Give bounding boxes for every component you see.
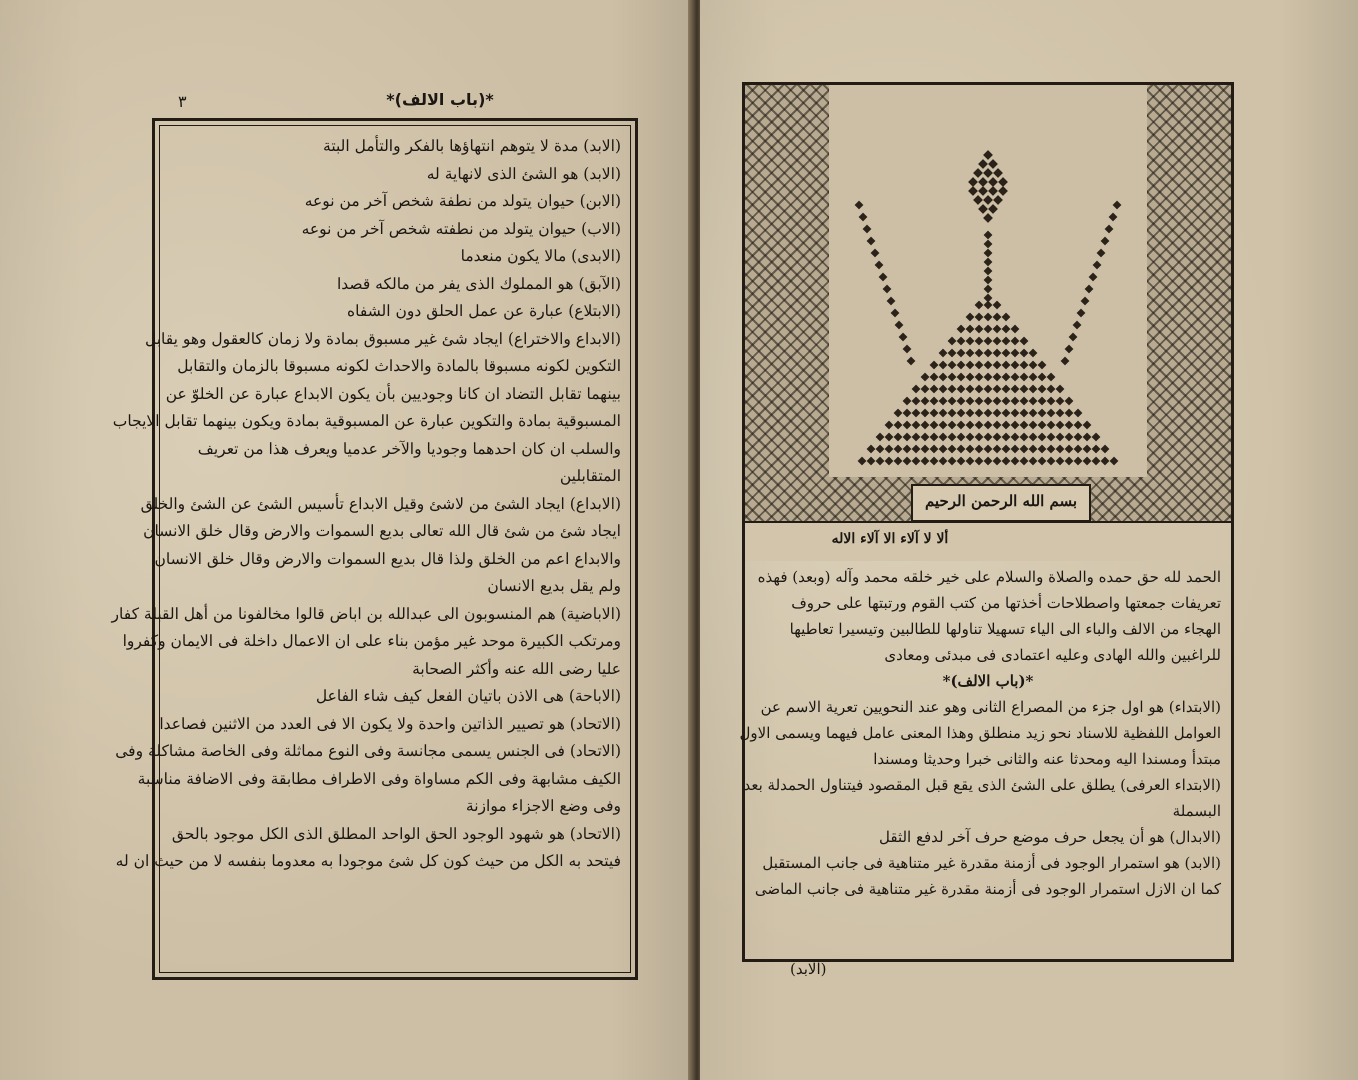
text-line: (الابداع والاختراع) ايجاد شئ غير مسبوق بمادة ولا زمان كالعقول وهو يقابل [144,329,621,348]
text-line: (الاباضية) هم المنسوبون الى عبدالله بن اباض قالوا مخالفونا من أهل القبلة كفار [111,604,621,623]
entry-line: (الابد) هو استمرار الوجود فى أزمنة مقدرة غير متناهية فى جانب المستقبل [762,854,1221,872]
intro-line: تعريفات جمعتها واصطلاحات أخذتها من كتب القوم ورتبتها على حروف [791,594,1221,612]
text-line: (الآبق) هو المملوك الذى يفر من مالكه قصدا [336,274,621,293]
chapter-heading: *(باب الالف)* [942,672,1034,690]
text-line: والابداع اعم من الخلق ولذا قال بديع السموات والارض وقال خلق الانسان [154,549,621,568]
right-text-frame [739,556,1234,962]
catchword: (الابد) [790,960,827,978]
text-line: والسلب ان كان احدهما وجوديا والآخر عدميا ويعرف هذا من تعريف [197,439,621,458]
text-line: ولم يقل بديع الانسان [487,577,621,595]
text-line: (الابن) حيوان يتولد من نطفة شخص آخر من نوعه [304,192,621,210]
text-line: المتقابلين [559,467,621,485]
entry-line: كما ان الازل استمرار الوجود فى أزمنة مقدرة غير متناهية فى جانب الماضى [754,880,1221,898]
text-line: بينهما تقابل التضاد ان كانا وجوديين بأن يكون الابداع عبارة عن الخلوّ عن [165,384,621,403]
entry-line: (الابدال) هو أن يجعل حرف موضع حرف آخر لدفع الثقل [879,828,1221,846]
text-line: (الابد) مدة لا يتوهم انتهاؤها بالفكر والتأمل البتة [323,137,621,155]
entry-line: مبتدأ ومسندا اليه ومحدثا عنه والثانى خبرا وحديثا ومسندا [873,750,1221,768]
right-text-column [739,564,1221,902]
text-frame [111,118,638,980]
text-line: (الابتلاع) عبارة عن عمل الحلق دون الشفاه [347,302,621,320]
entry-line: العوامل اللفظية للاسناد نحو زيد منطلق وهذا المعنى عامل فيهما ويسمى الاول [739,724,1221,742]
entry-line: (الابتداء العرفى) يطلق على الشئ الذى يقع قبل المقصود فيتناول الحمدلة بعد [743,776,1221,794]
text-line: (الاتحاد) هو شهود الوجود الحق الواحد المطلق الذى الكل موجود بالحق [171,824,621,843]
text-line: المسبوقية بمادة والتكوين عبارة عن المسبوقية بمادة ويكون بينهما تقابل الايجاب [112,412,621,430]
intro-line: الحمد لله حق حمده والصلاة والسلام على خير خلقه محمد وآله (وبعد) فهذه [757,568,1221,586]
text-line: (الاب) حيوان يتولد من نطفته شخص آخر من نوعه [301,219,621,238]
text-line: ايجاد شئ من شئ قال الله تعالى بديع السموات والارض وقال خلق الانسان [143,522,621,540]
text-line: التكوين لكونه مسبوقا بالمادة والاحداث لكونه مسبوقا بالزمان والتقابل [177,357,621,375]
entries [739,694,1221,902]
dome-ornament [829,85,1147,477]
text-line: وفى وضع الاجزاء موازنة [465,797,621,815]
text-line: (الابد) هو الشئ الذى لانهاية له [426,164,621,183]
text-line: فيتحد به الكل من حيث كون كل شئ موجودا به معدوما بنفسه لا من حيث ان له [115,852,621,870]
entry-line: البسملة [1172,802,1221,820]
text-line: (الاتحاد) هو تصيير الذاتين واحدة ولا يكون الا فى العدد من الاثنين فصاعدا [159,714,621,733]
text-line: ومرتكب الكبيرة موحد غير مؤمن بناء على ان الاعمال داخلة فى الايمان وكفروا [122,632,621,650]
text-line: (الاتحاد) فى الجنس يسمى مجانسة وفى النوع مماثلة وفى الخاصة مشاكلة وفى [115,742,621,760]
intro-paragraph [755,564,1221,668]
motto-text: ألا لا آلاء الا آلاء الاله [831,531,949,547]
page-number: ٣ [178,92,187,111]
basmala-banner: بسم الله الرحمن الرحيم [911,484,1091,522]
text-line: الكيف مشابهة وفى الكم مساواة وفى الاطراف مطابقة وفى الاضافة مناسبة [137,769,621,788]
running-head: *(باب الالف)* [386,90,494,109]
left-text-column [111,133,621,876]
text-line: (الابداع) ايجاد الشئ من لاشئ وقيل الابداع تأسيس الشئ عن الشئ والخلق [140,494,621,513]
ornamental-headpiece [742,82,1234,558]
text-line: (الابدى) مالا يكون منعدما [460,247,621,265]
text-line: (الاباحة) هى الاذن باتيان الفعل كيف شاء الفاعل [315,687,621,705]
intro-line: الهجاء من الالف والباء الى الياء تسهيلا تناولها للطالبين وتيسيرا تعاطيها [789,620,1221,638]
intro-line: للراغبين والله الهادى وعليه اعتمادى فى مبدئى ومعادى [884,646,1221,664]
entry-line: (الابتداء) هو اول جزء من المصراع الثانى وهو عند النحويين تعرية الاسم عن [760,698,1221,716]
text-line: عليا رضى الله عنه وأكثر الصحابة [412,659,621,678]
